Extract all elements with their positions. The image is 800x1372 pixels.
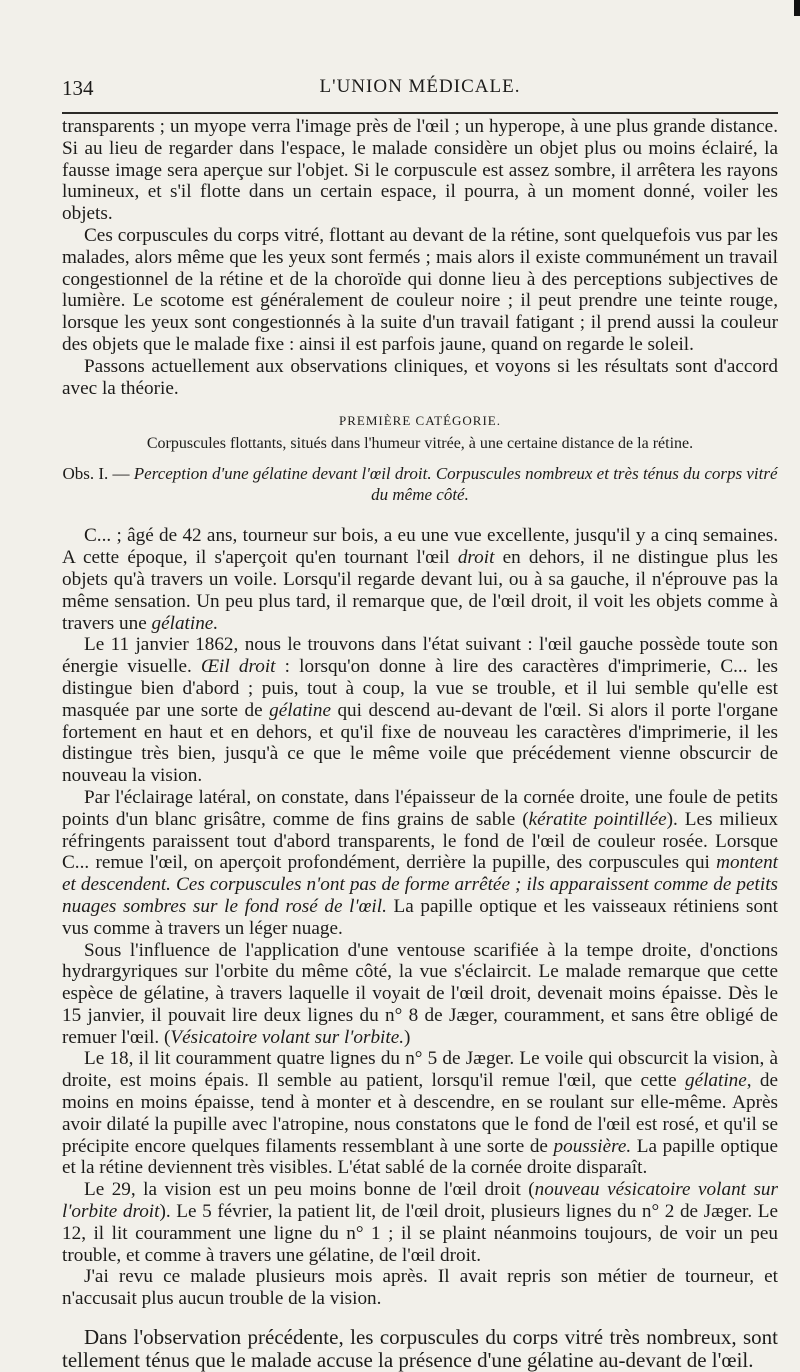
header-rule	[62, 112, 778, 114]
page-number: 134	[62, 76, 94, 100]
observation-label: Obs. I. —	[62, 464, 134, 484]
paragraph: Le 18, il lit couramment quatre lignes du n° 5 de Jæger. Le voile qui obscurcit la vision, à droite, est moins épais. Il semble au patient, lorsqu'il remue l'œil, que cette gélatine, de moins en moins épaisse, tend à monter et à descendre, en se roulant sur elle-même. Après avoir dilaté la pupille avec l'atropine, nous constatons que le fond de l'œil est rosé, et qu'il se précipite encore quelques filaments ressemblant à une sorte de poussière. La papille optique et la rétine deviennent très visibles. L'état sablé de la cornée droite disparaît.	[62, 1048, 778, 1179]
page-header	[62, 76, 778, 100]
paragraph: Par l'éclairage latéral, on constate, dans l'épaisseur de la cornée droite, une foule de petits points d'un blanc grisâtre, comme de fins grains de sable (kératite pointillée). Les milieux réfringents paraissent tout d'abord transparents, le fond de l'œil de couleur rosée. Lorsque C... remue l'œil, on aperçoit profondément, derrière la pupille, des corpuscules qui montent et descendent. Ces corpuscules n'ont pas de forme arrêtée ; ils apparaissent comme de petits nuages sombres sur le fond rosé de l'œil. La papille optique et les vaisseaux rétiniens sont vus comme à travers un léger nuage.	[62, 786, 778, 939]
paragraph: Le 29, la vision est un peu moins bonne de l'œil droit (nouveau vésicatoire volant sur l'orbite droit). Le 5 février, la patient lit, de l'œil droit, plusieurs lignes du n° 2 de Jæger. Le 12, il lit couramment une ligne du n° 1 ; il se plaint néanmoins toujours, de voir un peu trouble, et comme à travers une gélatine, de l'œil droit.	[62, 1179, 778, 1266]
document-page	[62, 76, 778, 1372]
paragraph: Dans l'observation précédente, les corpuscules du corps vitré très nombreux, sont tellement ténus que le malade accuse la présence d'une gélatine au-devant de l'œil.	[62, 1325, 778, 1372]
paragraph: transparents ; un myope verra l'image près de l'œil ; un hyperope, à une plus grande distance. Si au lieu de regarder dans l'espace, le malade considère un objet plus ou moins éclairé, la fausse image sera aperçue sur l'objet. Si le corpuscule est assez sombre, il arrêtera les rayons lumineux, et s'il flotte dans un certain espace, il pourra, à un moment donné, voiler les objets.	[62, 116, 778, 225]
running-title: L'UNION MÉDICALE.	[319, 76, 521, 97]
category-subtitle: Corpuscules flottants, situés dans l'humeur vitrée, à une certaine distance de la rétine.	[146, 435, 694, 453]
category-heading: PREMIÈRE CATÉGORIE.	[339, 413, 501, 429]
observation-title: Perception d'une gélatine devant l'œil droit. Corpuscules nombreux et très ténus du corps vitré du même côté.	[133, 464, 778, 505]
page-edge-mark	[794, 0, 800, 16]
paragraph: Sous l'influence de l'application d'une ventouse scarifiée à la tempe droite, d'onctions hydrargyriques sur l'orbite du même côté, la vue s'éclaircit. Le malade remarque que cette espèce de gélatine, à travers laquelle il voyait de l'œil droit, devenait moins épaisse. Dès le 15 janvier, il pouvait lire deux lignes du n° 8 de Jæger, couramment, et sans être obligé de remuer l'œil. (Vésicatoire volant sur l'orbite.)	[62, 939, 778, 1048]
paragraph: J'ai revu ce malade plusieurs mois après. Il avait repris son métier de tourneur, et n'accusait plus aucun trouble de la vision.	[62, 1266, 778, 1310]
paragraph: C... ; âgé de 42 ans, tourneur sur bois, a eu une vue excellente, jusqu'il y a cinq semaines. A cette époque, il s'aperçoit qu'en tournant l'œil droit en dehors, il ne distingue plus les objets qu'à travers un voile. Lorsqu'il regarde devant lui, ou à sa gauche, il n'éprouve pas la même sensation. Un peu plus tard, il remarque que, de l'œil droit, il voit les objets comme à travers une gélatine.	[62, 525, 779, 634]
observation-heading	[62, 463, 778, 505]
paragraph: Passons actuellement aux observations cliniques, et voyons si les résultats sont d'accord avec la théorie.	[62, 355, 778, 399]
paragraph: Le 11 janvier 1862, nous le trouvons dans l'état suivant : l'œil gauche possède toute son énergie visuelle. Œil droit : lorsqu'on donne à lire des caractères d'imprimerie, C... les distingue bien d'abord ; puis, tout à coup, la vue se trouble, et il lui semble qu'elle est masquée par une sorte de gélatine qui descend au-devant de l'œil. Si alors il porte l'organe fortement en haut et en dehors, et qu'il fixe de nouveau les caractères d'imprimerie, il les distingue très bien, jusqu'à ce que le même voile que précédement vienne obscurcir de nouveau la vision.	[62, 634, 778, 787]
paragraph: Ces corpuscules du corps vitré, flottant au devant de la rétine, sont quelquefois vus par les malades, alors même que les yeux sont fermés ; mais alors il existe communément un travail congestionnel de la rétine et de la choroïde qui donne lieu à des perceptions subjectives de lumière. Le scotome est généralement de couleur noire ; il peut prendre une teinte rouge, lorsque les yeux sont congestionnés à la suite d'un travail fatigant ; il prend aussi la couleur des objets que le malade fixe : ainsi il est parfois jaune, quand on regarde le soleil.	[62, 224, 778, 355]
